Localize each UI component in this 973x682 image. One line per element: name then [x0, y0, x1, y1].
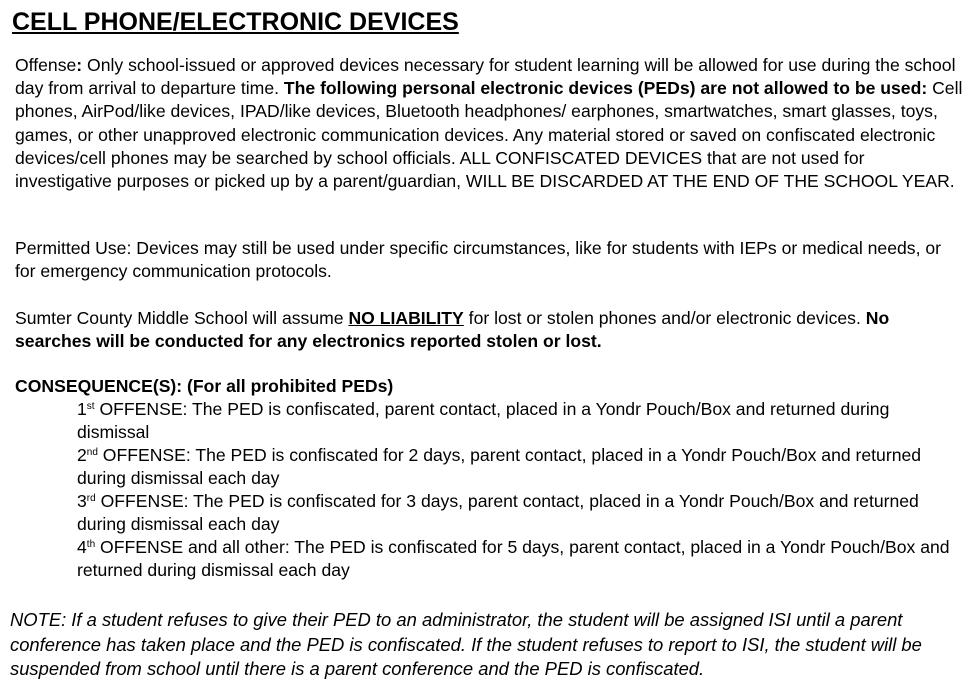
- no-searches-statement: No searches will be conducted for any electronics reported stolen or lost.: [15, 308, 890, 352]
- offense-paragraph: [15, 54, 965, 193]
- ordinal-suffix: rd: [86, 493, 96, 504]
- offense-colon: :: [76, 55, 83, 75]
- offense-text: OFFENSE: The PED is confiscated for 2 days, parent contact, placed in a Yondr Pouch/Box and returned during dismissal each day: [77, 445, 922, 489]
- prohibited-devices-list: Cell phones, AirPod/like devices, IPAD/like devices, Bluetooth headphones/ earphones, smartwatches, smart glasses, toys, games, or other unapproved electronic communication devices. Any material stored or saved on confiscated electronic devices/cell phones may be searched by school officials. ALL CONFISCATED DEVICES that are not used for investigative purposes or picked up by a parent/guardian, WILL BE DISCARDED AT THE END OF THE SCHOOL YEAR.: [15, 78, 963, 192]
- page-title: CELL PHONE/ELECTRONIC DEVICES: [12, 8, 459, 36]
- permitted-use-paragraph: Permitted Use: Devices may still be used under specific circumstances, like for students with IEPs or medical needs, or for emergency communication protocols.: [15, 238, 941, 282]
- offense-text: OFFENSE: The PED is confiscated, parent contact, placed in a Yondr Pouch/Box and returned during dismissal: [77, 399, 890, 443]
- liability-paragraph: [15, 307, 965, 353]
- offense-number: 2: [77, 445, 87, 465]
- ordinal-suffix: nd: [86, 447, 98, 458]
- offense-number: 1: [77, 399, 87, 419]
- offense-item-2: [77, 444, 962, 490]
- liability-pre: Sumter County Middle School will assume: [15, 308, 349, 328]
- ordinal-suffix: th: [86, 539, 96, 550]
- offense-intro: Only school-issued or approved devices necessary for student learning will be allowed for use during the school day from arrival to departure time.: [15, 55, 956, 99]
- offense-text: OFFENSE: The PED is confiscated for 3 days, parent contact, placed in a Yondr Pouch/Box and returned during dismissal each day: [77, 491, 919, 535]
- liability-post: for lost or stolen phones and/or electronic devices.: [463, 308, 866, 328]
- offense-number: 3: [77, 491, 87, 511]
- offense-number: 4: [77, 537, 87, 557]
- offense-label: Offense: [15, 55, 77, 75]
- offense-text: OFFENSE and all other: The PED is confiscated for 5 days, parent contact, placed in a Yondr Pouch/Box and returned during dismissal each day: [77, 537, 950, 581]
- no-liability-emphasis: NO LIABILITY: [348, 308, 464, 328]
- prohibited-devices-statement: The following personal electronic devices (PEDs) are not allowed to be used:: [283, 78, 928, 99]
- note-paragraph: NOTE: If a student refuses to give their PED to an administrator, the student will be assigned ISI until a parent conference has taken place and the PED is confiscated. If the student refuses to report to ISI, the student will be suspended from school until there is a parent conference and the PED is confiscated.: [10, 609, 922, 679]
- ordinal-suffix: st: [86, 401, 95, 412]
- offense-item-4: [77, 536, 962, 582]
- offense-item-3: [77, 490, 962, 536]
- consequences-heading: CONSEQUENCE(S): (For all prohibited PEDs): [15, 376, 394, 396]
- offense-item-1: [77, 398, 962, 444]
